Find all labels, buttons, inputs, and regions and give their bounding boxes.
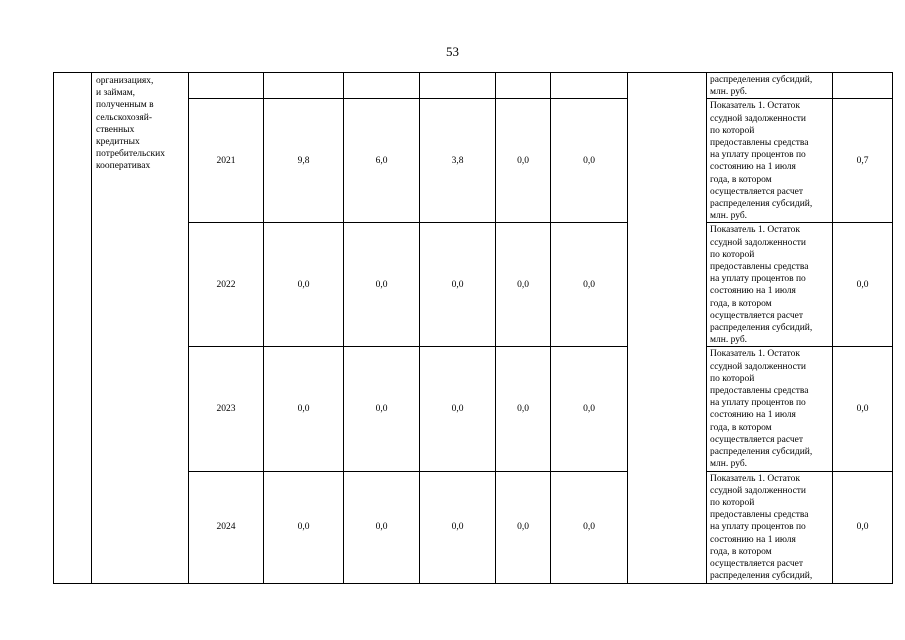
year-cell: 2021	[189, 99, 264, 223]
value-cell: 0,0	[264, 471, 344, 583]
value-cell	[420, 73, 496, 99]
program-name-line: потребительских	[96, 149, 165, 160]
indicator-line: состоянию на 1 июля	[710, 534, 796, 545]
indicator-line: ссудной задолженности	[710, 113, 807, 124]
indicator-line: предоставлены средства	[710, 510, 809, 521]
program-name-line: и займам,	[96, 88, 136, 99]
indicator-cell	[707, 73, 833, 99]
indicator-line: по которой	[710, 249, 755, 260]
value-cell: 0,0	[551, 223, 628, 347]
year-cell: 2022	[189, 223, 264, 347]
indicator-line: распределения субсидий,	[710, 323, 813, 334]
indicator-cell	[707, 471, 833, 583]
page-number: 53	[446, 44, 459, 59]
indicator-cell	[707, 223, 833, 347]
result-cell: 0,0	[833, 471, 893, 583]
program-name-cell	[92, 73, 189, 584]
value-cell: 0,0	[496, 471, 551, 583]
program-name-line: организациях,	[96, 76, 154, 86]
indicator-line: осуществляется расчет	[710, 310, 804, 321]
program-name-line: сельскохозяй-	[96, 112, 152, 123]
program-name-line: полученным в	[96, 100, 154, 111]
indicator-line: распределения субсидий,	[710, 571, 813, 582]
indicator-line: осуществляется расчет	[710, 186, 804, 197]
indicator-line: Показатель 1. Остаток	[710, 349, 801, 360]
program-name-line: ственных	[96, 124, 135, 135]
indicator-line: осуществляется расчет	[710, 558, 804, 569]
indicator-line: на уплату процентов по	[710, 522, 806, 533]
value-cell	[264, 73, 344, 99]
indicator-line: года, в котором	[710, 422, 772, 433]
indicator-line: года, в котором	[710, 298, 772, 309]
indicator-cell	[707, 99, 833, 223]
indicator-cell	[707, 347, 833, 471]
value-cell	[496, 73, 551, 99]
value-cell: 0,0	[551, 347, 628, 471]
value-cell: 9,8	[264, 99, 344, 223]
blank-column-cell	[628, 73, 707, 584]
program-name-line: кредитных	[96, 137, 140, 148]
indicator-line: на уплату процентов по	[710, 398, 806, 409]
indicator-line: распределения субсидий,	[710, 75, 813, 85]
indicator-line: по которой	[710, 373, 755, 384]
value-cell: 0,0	[420, 223, 496, 347]
value-cell: 3,8	[420, 99, 496, 223]
value-cell: 0,0	[344, 223, 420, 347]
indicator-line: по которой	[710, 125, 755, 136]
value-cell: 0,0	[551, 471, 628, 583]
value-cell: 0,0	[264, 347, 344, 471]
subsidy-table	[53, 72, 893, 584]
value-cell: 0,0	[344, 471, 420, 583]
value-cell: 0,0	[551, 99, 628, 223]
indicator-line: млн. руб.	[710, 87, 748, 98]
indicator-line: ссудной задолженности	[710, 485, 807, 496]
indicator-line: предоставлены средства	[710, 386, 809, 397]
value-cell: 6,0	[344, 99, 420, 223]
value-cell	[344, 73, 420, 99]
result-cell	[833, 73, 893, 99]
indicator-line: млн. руб.	[710, 335, 748, 346]
value-cell: 0,0	[264, 223, 344, 347]
value-cell: 0,0	[420, 347, 496, 471]
value-cell: 0,0	[420, 471, 496, 583]
indicator-line: предоставлены средства	[710, 138, 809, 149]
program-name-line: кооперативах	[96, 161, 151, 172]
value-cell	[551, 73, 628, 99]
indicator-line: Показатель 1. Остаток	[710, 225, 801, 236]
indicator-line: распределения субсидий,	[710, 199, 813, 210]
table-row-continuation	[54, 73, 893, 99]
indicator-line: млн. руб.	[710, 459, 748, 470]
indicator-line: состоянию на 1 июля	[710, 162, 796, 173]
document-table-container	[53, 72, 893, 584]
indicator-line: на уплату процентов по	[710, 150, 806, 161]
indicator-line: состоянию на 1 июля	[710, 286, 796, 297]
indicator-line: осуществляется расчет	[710, 434, 804, 445]
year-cell	[189, 73, 264, 99]
indicator-line: распределения субсидий,	[710, 447, 813, 458]
year-cell: 2024	[189, 471, 264, 583]
value-cell: 0,0	[496, 99, 551, 223]
indicator-line: предоставлены средства	[710, 262, 809, 273]
year-cell: 2023	[189, 347, 264, 471]
result-cell: 0,0	[833, 223, 893, 347]
number-column-cell	[54, 73, 92, 584]
result-cell: 0,0	[833, 347, 893, 471]
indicator-line: года, в котором	[710, 546, 772, 557]
indicator-line: ссудной задолженности	[710, 361, 807, 372]
indicator-line: на уплату процентов по	[710, 274, 806, 285]
indicator-line: Показатель 1. Остаток	[710, 473, 801, 484]
value-cell: 0,0	[496, 223, 551, 347]
value-cell: 0,0	[344, 347, 420, 471]
indicator-line: по которой	[710, 497, 755, 508]
indicator-line: года, в котором	[710, 174, 772, 185]
indicator-line: ссудной задолженности	[710, 237, 807, 248]
indicator-line: Показатель 1. Остаток	[710, 101, 801, 112]
value-cell: 0,0	[496, 347, 551, 471]
indicator-line: состоянию на 1 июля	[710, 410, 796, 421]
indicator-line: млн. руб.	[710, 211, 748, 222]
result-cell: 0,7	[833, 99, 893, 223]
